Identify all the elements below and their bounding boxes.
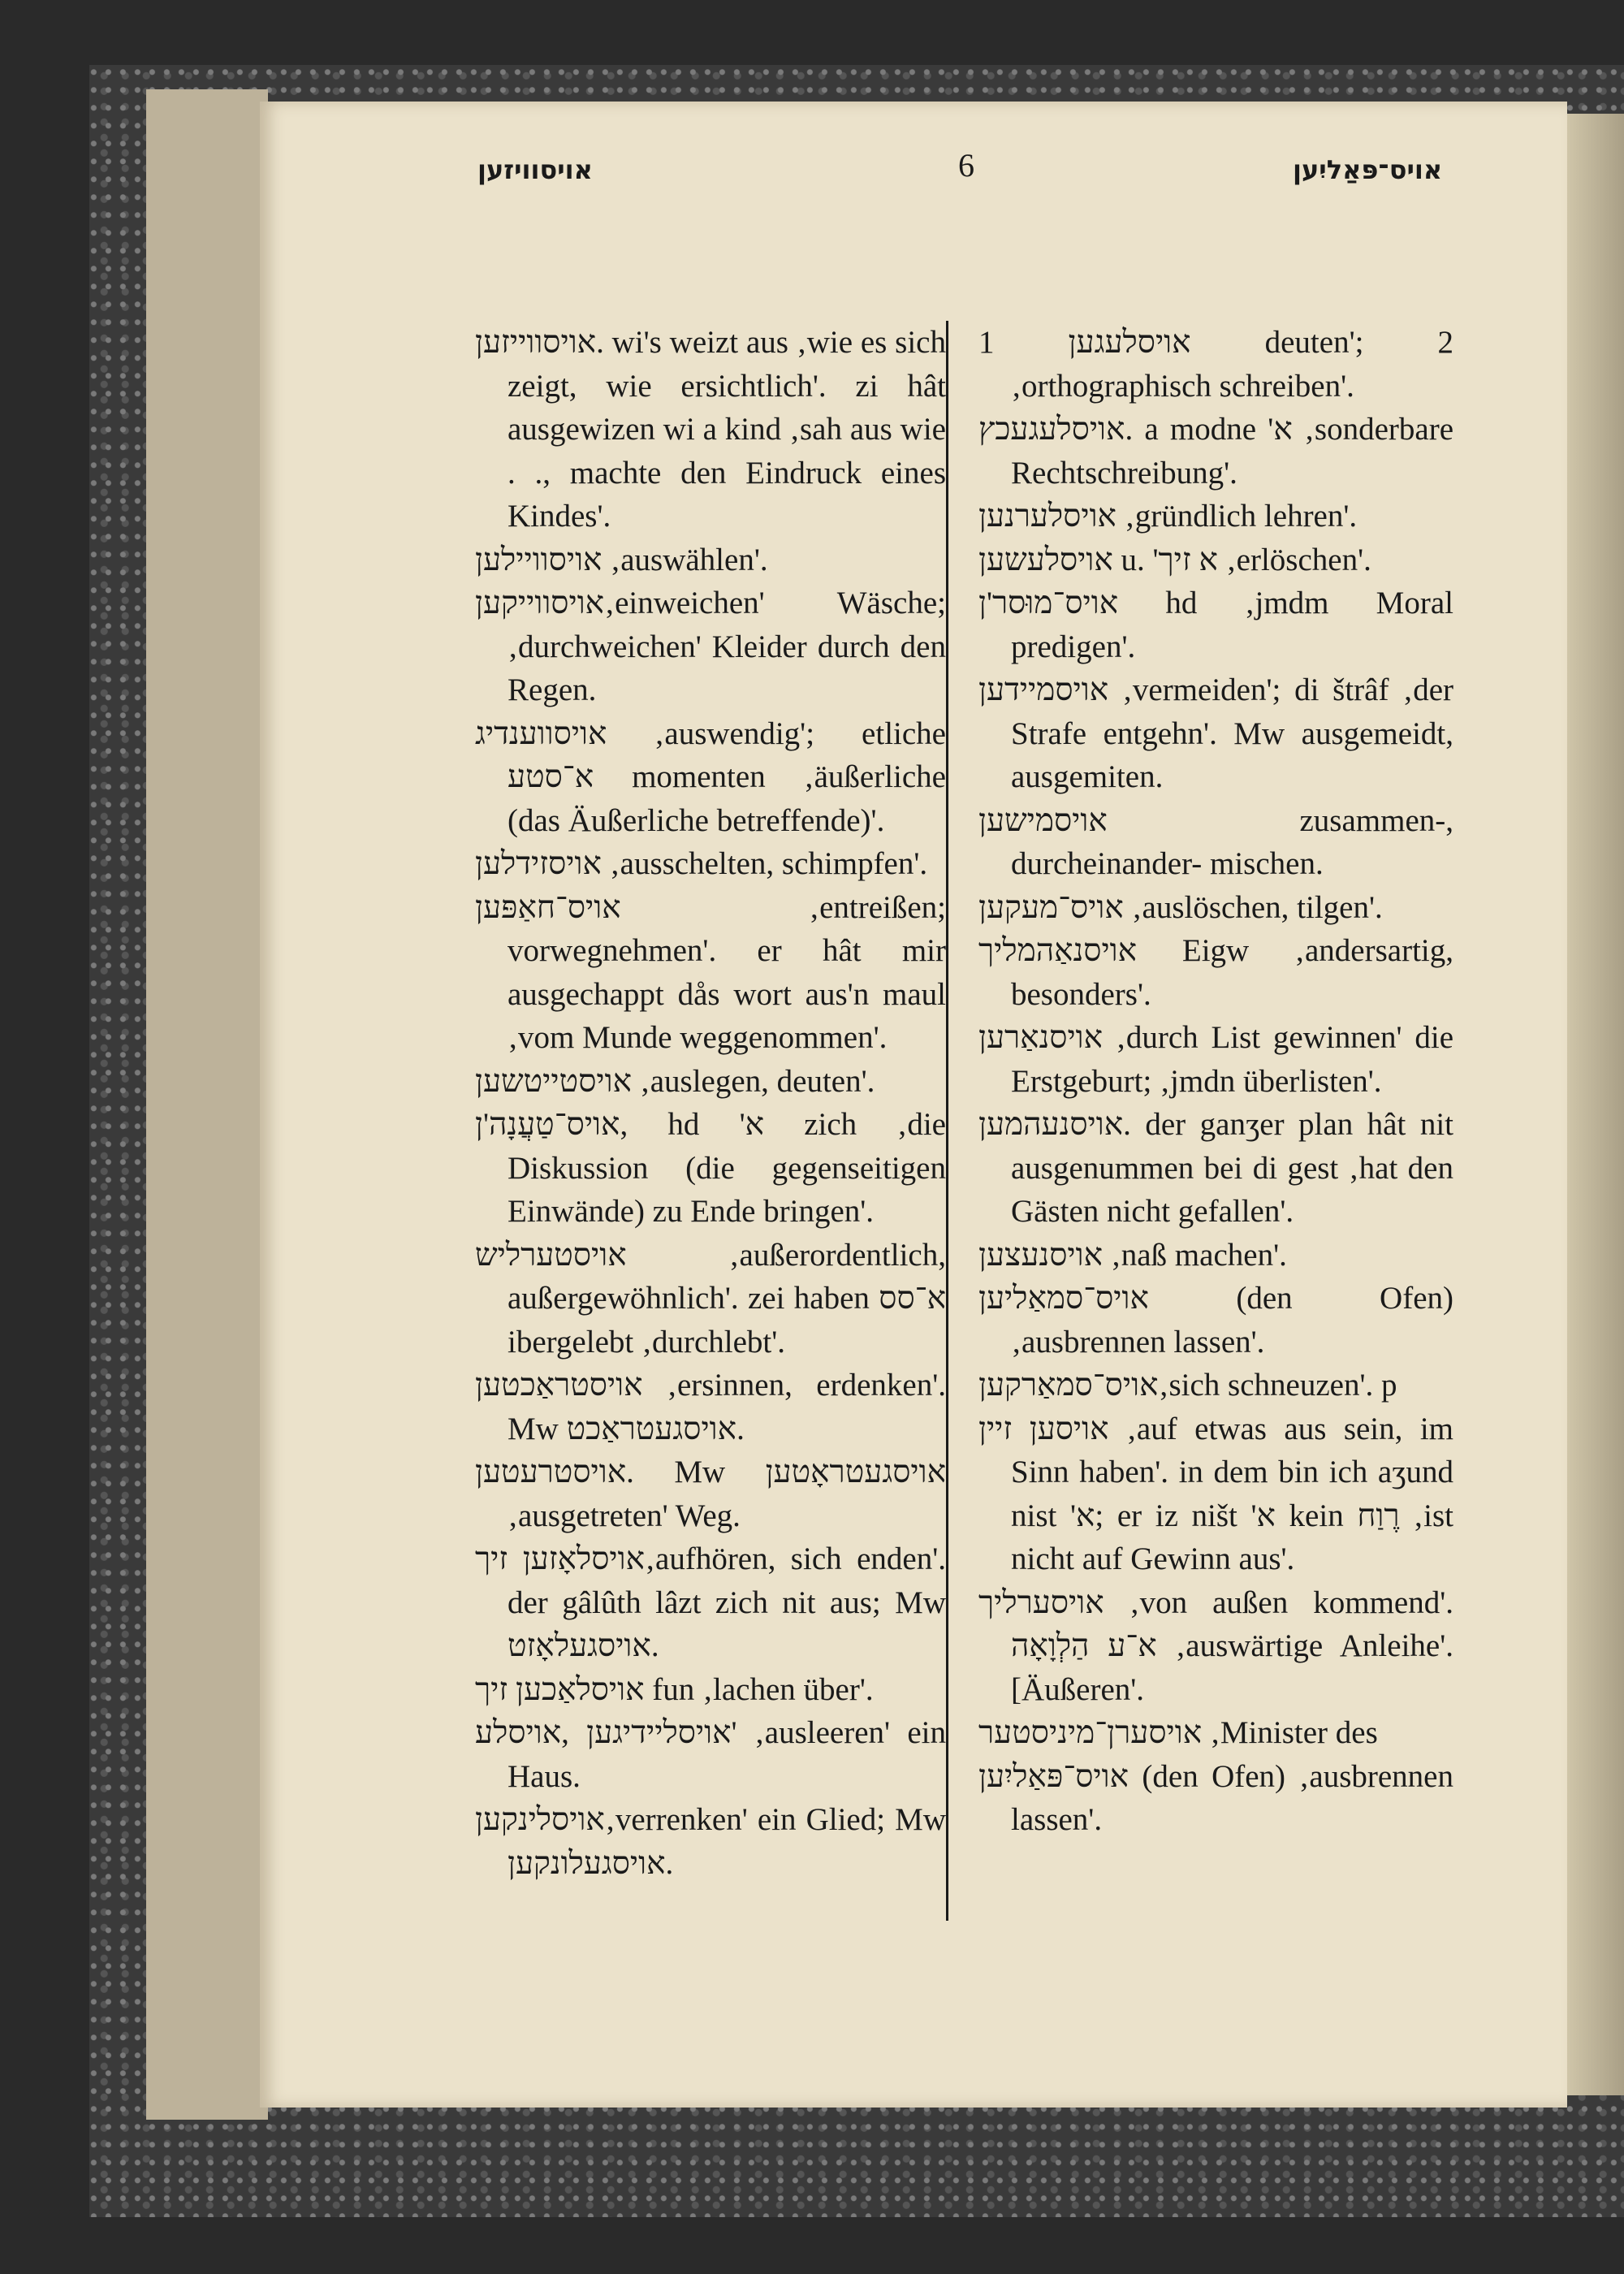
dictionary-entry: אויסלעגעכץ. a modne 'א ‚sonderbare Rechtschreibung'. — [978, 412, 1453, 491]
running-header-left: אויסוויזען — [477, 154, 593, 185]
page-edge-left — [146, 89, 268, 2120]
dictionary-entry: אויסנאַרען ‚durch List gewinnen' die Erstgeburt; ‚jmdn überlisten'. — [978, 1020, 1453, 1099]
dictionary-entry: אויסטייטשען ‚auslegen, deuten'. — [475, 1063, 875, 1099]
dictionary-entry: אויס־מוּסר'ן hd ‚jmdm Moral predigen'. — [978, 586, 1453, 664]
dictionary-entry: אויסען זיין ‚auf etwas aus sein, im Sinn haben'. in dem bin ich aʒund nist 'א; er iz ništ 'א kein רֶוַח ‚ist nicht auf Gewinn aus'. — [978, 1411, 1453, 1576]
left-column — [475, 321, 946, 1885]
page-number: 6 — [958, 147, 974, 184]
running-header-right: אויס־פּאַליִען — [1293, 154, 1443, 185]
dictionary-entry: אויסליידיגען ,אויסלע' ‚ausleeren' ein Haus. — [475, 1715, 946, 1794]
dictionary-entry: אויס־סמאַליען (den Ofen) ‚ausbrennen lassen'. — [978, 1281, 1453, 1360]
dictionary-entry: אויסלאַכען זיך fun ‚lachen über'. — [475, 1671, 874, 1707]
dictionary-entry: אויסווייקען‚einweichen' Wäsche; ‚durchweichen' Kleider durch den Regen. — [475, 586, 946, 707]
dictionary-entry: אויסלעשען u. 'א זיך ‚erlöschen'. — [978, 542, 1371, 577]
dictionary-entry: אויסמיידען ‚vermeiden'; di štrâf ‚der Strafe entgehn'. Mw ausgemeidt, ausgemiten. — [978, 672, 1453, 794]
column-divider — [946, 321, 948, 1921]
page-edge-right — [1567, 114, 1624, 2095]
dictionary-entry: אויסלערנען ‚gründlich lehren'. — [978, 499, 1358, 534]
dictionary-entry: אויסנעהמען. der ganʒer plan hât nit ausgenummen bei di gest ‚hat den Gästen nicht gefallen'. — [978, 1107, 1453, 1229]
dictionary-entry: אויסטרעטען. Mw אויסגעטראָטען ‚ausgetreten' Weg. — [475, 1455, 946, 1533]
dictionary-entry: אויסוויילען ‚auswählen'. — [475, 542, 768, 577]
dictionary-entry: אויסלינקען‚verrenken' ein Glied; Mw אויסגעלונקען. — [475, 1802, 946, 1881]
dictionary-entry: אויסלעגען 1 deuten'; 2 ‚orthographisch schreiben'. — [978, 325, 1453, 404]
dictionary-entry: אויסטראַכטען ‚ersinnen, erdenken'. Mw אויסגעטראַכט. — [475, 1368, 946, 1446]
dictionary-entry: אויסלאָזען זיך‚aufhören, sich enden'. der gâlûth lâzt zich nit aus; Mw אויסגעלאָזט. — [475, 1541, 946, 1663]
dictionary-entry: אויסווייזען. wi's weizt aus ‚wie es sich zeigt, wie ersichtlich'. zi hât ausgewizen wi a kind ‚sah aus wie . ., machte den Eindruck eines Kindes'. — [475, 325, 946, 534]
dictionary-entry: אויסזידלען ‚ausschelten, schimpfen'. — [475, 846, 928, 881]
dictionary-entry: אויס־מעקען ‚auslöschen, tilgen'. — [978, 889, 1383, 925]
dictionary-entry: אויס־פּאַליִען (den Ofen) ‚ausbrennen lassen'. — [978, 1758, 1453, 1837]
dictionary-entry: אויסנאַהמליך Eigw ‚andersartig, besonders'. — [978, 933, 1453, 1012]
dictionary-entry: אויסטערליש ‚außerordentlich, außergewöhnlich'. zei haben א־סס ibergelebt ‚durchlebt'. — [475, 1237, 946, 1360]
dictionary-entry: אויסערליך ‚von außen kommend'. א־ע הַלְוָאָה ‚auswärtige Anleihe'. [Äußeren'. — [978, 1584, 1453, 1707]
dictionary-entry: אויס־סמאַרקען‚sich schneuzen'. p — [978, 1368, 1397, 1403]
dictionary-entry: אויס־חאַפּען ‚entreißen; vorwegnehmen'. er hât mir ausgechappt dås wort aus'n maul ‚vom Munde weggenommen'. — [475, 889, 946, 1055]
dictionary-entry: אויס־טַעֲנָה'ן, hd 'א zich ‚die Diskussion (die gegenseitigen Einwände) zu Ende bringen'. — [475, 1107, 946, 1229]
right-column — [978, 321, 1453, 1842]
dictionary-entry: אויסערן־מיניסטער ‚Minister des — [978, 1715, 1378, 1750]
dictionary-entry: אויסנעצען ‚naß machen'. — [978, 1237, 1287, 1273]
dictionary-entry: אויסמישען zusammen-, durcheinander- mischen. — [978, 802, 1453, 881]
dictionary-entry: אויסווענדיג ‚auswendig'; etliche א־סטע momenten ‚äußerliche (das Äußerliche betreffende)'. — [475, 715, 946, 838]
